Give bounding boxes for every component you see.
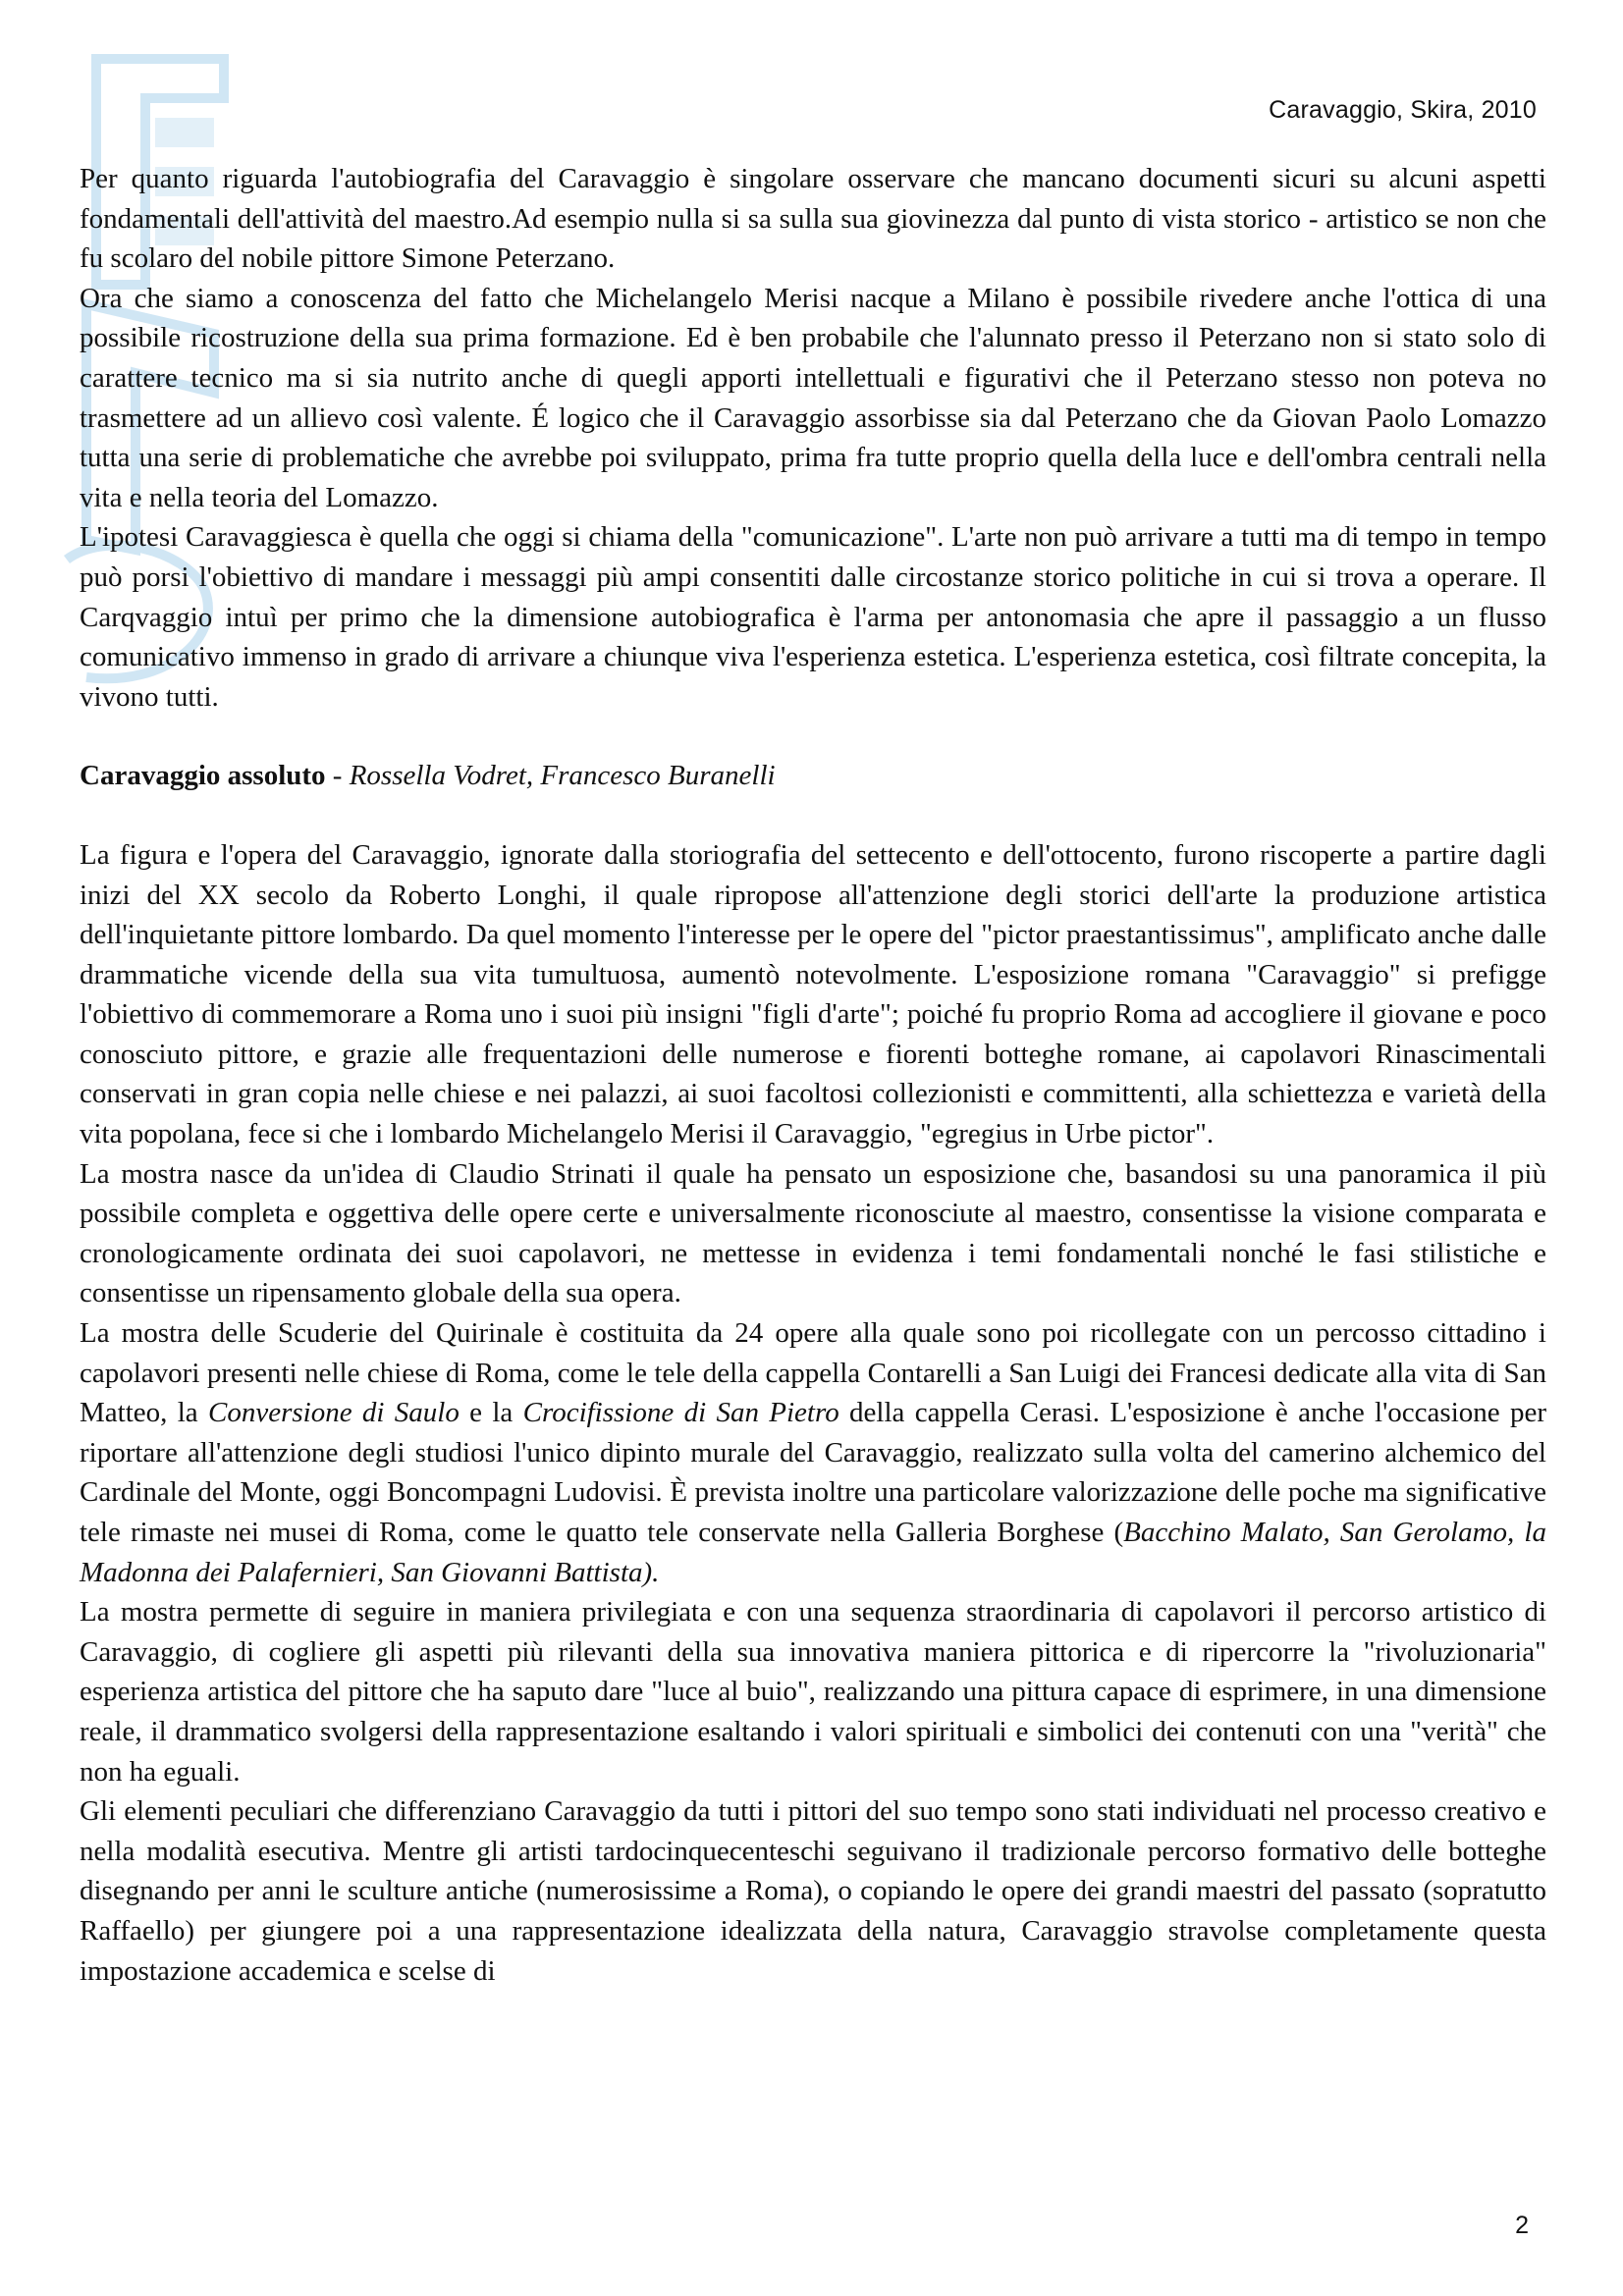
section-title: Caravaggio assoluto (80, 760, 326, 792)
paragraph: La mostra nasce da un'idea di Claudio Strinati il quale ha pensato un esposizione che, basandosi su una panoramica il più possibile completa e oggettiva delle opere certe e universalmente riconosciute al maestro, consentisse la visione comparata e cronologicamente ordinata dei suoi capolavori, ne mettesse in evidenza i temi fondamentali nonché le fasi stilistiche e consentisse un ripensamento globale della sua opera. (80, 1157, 1546, 1309)
paragraph: Gli elementi peculiari che differenziano Caravaggio da tutti i pittori del suo tempo sono stati individuati nel processo creativo e nella modalità esecutiva. Mentre gli artisti tardocinquecenteschi seguivano il tradizionale percorso formativo delle botteghe disegnando per anni le sculture antiche (numerosissime a Roma), o copiando le opere dei grandi maestri del passato (sopratutto Raffaello) per giungere poi a una rappresentazione idealizzata della natura, Caravaggio stravolse completamente questa impostazione accademica e scelse di (80, 1795, 1546, 1987)
artwork-title: Conversione di Saulo (207, 1397, 460, 1429)
page-number: 2 (1515, 2212, 1529, 2239)
paragraph: La figura e l'opera del Caravaggio, ignorate dalla storiografia del settecento e dell'ottocento, furono riscoperte a partire dagli inizi del XX secolo da Roberto Longhi, il quale ripropose all'attenzione degli storici dell'arte la produzione artistica dell'inquietante pittore lombardo. Da quel momento l'interesse per le opere del "pictor praestantissimus", amplificato anche dalle drammatiche vicende della sua vita tumultuosa, aumentò notevolmente. L'esposizione romana "Caravaggio" si prefigge l'obiettivo di commemorare a Roma uno i suoi più insigni "figli d'arte"; poiché fu proprio Roma ad accogliere il giovane e poco conosciuto pittore, e grazie alle frequentazioni delle numerose e fiorenti botteghe romane, ai capolavori Rinascimentali conservati in gran copia nelle chiese e nei palazzi, ai suoi facoltosi collezionisti e committenti, alla schiettezza e varietà della vita popolana, fece si che i lombardo Michelangelo Merisi il Caravaggio, "egregius in Urbe pictor". (80, 838, 1546, 1150)
paragraph: Per quanto riguarda l'autobiografia del Caravaggio è singolare osservare che mancano documenti sicuri su alcuni aspetti fondamentali dell'attività del maestro.Ad esempio nulla si sa sulla sua giovinezza dal punto di vista storico - artistico se non che fu scolaro del nobile pittore Simone Peterzano. (80, 163, 1546, 275)
paragraph: Ora che siamo a conoscenza del fatto che Michelangelo Merisi nacque a Milano è possibile rivedere anche l'ottica di una possibile ricostruzione della sua prima formazione. Ed è ben probabile che l'alunnato presso il Peterzano non si stato solo di carattere tecnico ma si sia nutrito anche di quegli apporti intellettuali e figurativi che il Peterzano stesso non poteva no trasmettere ad un allievo così valente. É logico che il Caravaggio assorbisse sia dal Peterzano che da Giovan Paolo Lomazzo tutta una serie di problematiche che avrebbe poi sviluppato, prima fra tutte proprio quella della luce e dell'ombra centrali nella vita e nella teoria del Lomazzo. (80, 282, 1546, 513)
running-header: Caravaggio, Skira, 2010 (1269, 96, 1537, 124)
section-authors: Rossella Vodret, Francesco Buranelli (349, 760, 776, 792)
artwork-titles: Bacchino Malato, San Gerolamo, la Madonna dei Palafernieri, San Giovanni Battista). (80, 1517, 1546, 1588)
document-body (80, 159, 1546, 1991)
paragraph (80, 1313, 1546, 1592)
text-run: della cappella Cerasi. L'esposizione è anche l'occasione per riportare all'attenzione degli studiosi l'unico dipinto murale del Caravaggio, realizzato sulla volta del camerino alchemico del Cardinale del Monte, oggi Boncompagni Ludovisi. È prevista inoltre una particolare valorizzazione delle poche ma significative tele rimaste nei musei di Roma, come le quatto tele conservate nella Galleria Borghese ( (80, 1397, 1546, 1548)
section-heading (80, 756, 1546, 796)
paragraph: L'ipotesi Caravaggiesca è quella che oggi si chiama della "comunicazione". L'arte non può arrivare a tutti ma di tempo in tempo può porsi l'obiettivo di mandare i messaggi più ampi consentiti dalle circostanze storico politiche in cui si trova a operare. Il Carqvaggio intuì per primo che la dimensione autobiografica è l'arma per antonomasia che apre il passaggio a un flusso comunicativo immenso in grado di arrivare a chiunque viva l'esperienza estetica. L'esperienza estetica, così filtrate concepita, la vivono tutti. (80, 521, 1546, 713)
text-run: e la (459, 1397, 523, 1429)
text-run: La mostra delle Scuderie del Quirinale è costituita da 24 opere alla quale sono poi ricollegate con un percosso cittadino i capolavori presenti nelle chiese di Roma, come le tele della cappella Contarelli a San Luigi dei Francesi dedicate alla vita di San Matteo, la (80, 1317, 1546, 1429)
artwork-title: Crocifissione di San Pietro (522, 1397, 839, 1429)
paragraph: La mostra permette di seguire in maniera privilegiata e con una sequenza straordinaria di capolavori il percorso artistico di Caravaggio, di cogliere gli aspetti più rilevanti della sua innovativa maniera pittorica e di ripercorre la "rivoluzionaria" esperienza artistica del pittore che ha saputo dare "luce al buio", realizzando una pittura capace di esprimere, in una dimensione reale, il drammatico svolgersi della rappresentazione esaltando i valori spirituali e simbolici dei contenuti con una "verità" che non ha eguali. (80, 1596, 1546, 1788)
heading-separator: - (325, 760, 350, 792)
